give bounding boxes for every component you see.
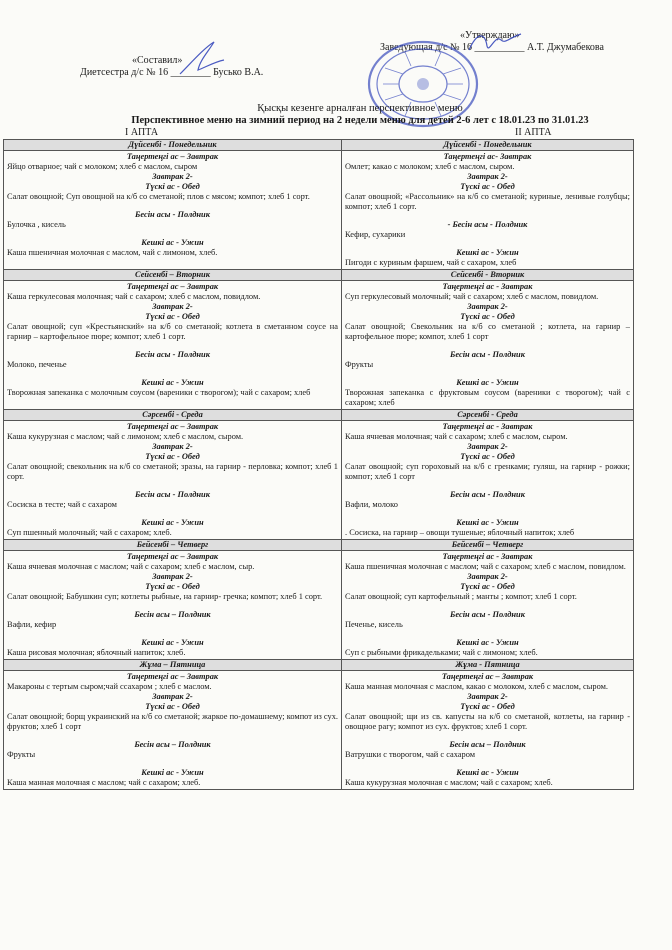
meal-heading: Завтрак 2- bbox=[152, 172, 193, 181]
day-header-row bbox=[4, 270, 634, 281]
meal-items: Каша манная молочная с маслом; чай с сахаром; хлеб. bbox=[7, 778, 201, 787]
compiled-signature bbox=[170, 38, 230, 78]
meal-heading: Завтрак 2- bbox=[152, 572, 193, 581]
meal-items: Суп с рыбными фрикадельками; чай с лимоном; хлеб. bbox=[345, 648, 538, 657]
menu-table bbox=[3, 139, 634, 790]
meal-heading: Завтрак 2- bbox=[467, 172, 508, 181]
approval-signature bbox=[465, 28, 525, 56]
meal-items: Каша геркулесовая молочная; чай с сахаром; хлеб с маслом, повидлом. bbox=[7, 292, 261, 301]
meal-heading: Завтрак 2- bbox=[152, 302, 193, 311]
meal-heading: Бесін асы - Полдник bbox=[450, 350, 525, 359]
meal-spacer bbox=[345, 240, 630, 248]
meal-heading: Түскі ас - Обед bbox=[145, 582, 200, 591]
week1-day-cell bbox=[4, 551, 342, 660]
meal-heading: Таңертеңгі ас – Завтрак bbox=[126, 672, 219, 681]
meal-items: Фрукты bbox=[345, 360, 374, 369]
day-header-row bbox=[4, 140, 634, 151]
meal-spacer bbox=[7, 342, 338, 350]
meal-items: Кефир, сухарики bbox=[345, 230, 406, 239]
meal-heading: Түскі ас - Обед bbox=[145, 182, 200, 191]
meal-items: Омлет; какао с молоком; хлеб с маслом, сыром. bbox=[345, 162, 515, 171]
week1-day-label: Сәрсенбі - Среда bbox=[4, 410, 342, 421]
meal-items: Каша кукурузная с маслом; чай с лимоном; хлеб с маслом, сыром. bbox=[7, 432, 244, 441]
meal-heading: Түскі ас - Обед bbox=[460, 182, 515, 191]
meal-spacer bbox=[345, 482, 630, 490]
day-menu-row bbox=[4, 551, 634, 660]
meal-items: Творожная запеканка с фруктовым соусом (вареники с творогом); чай с сахаром; хлеб bbox=[345, 388, 630, 407]
meal-heading: Бесін асы - Полдник bbox=[135, 210, 210, 219]
meal-heading: Кешкі ас - Ужин bbox=[456, 518, 519, 527]
meal-heading: Кешкі ас - Ужин bbox=[141, 768, 204, 777]
meal-items: Салат овощной; суп гороховый на к/б с гренками; гуляш, на гарнир - рожки; компот; хлеб 1 сорт bbox=[345, 462, 630, 481]
meal-heading: Таңертеңгі ас - Завтрак bbox=[442, 552, 533, 561]
meal-items: Творожная запеканка с молочным соусом (вареники с творогом); чай с сахаром; хлеб bbox=[7, 388, 311, 397]
meal-spacer bbox=[7, 202, 338, 210]
meal-heading: Түскі ас - Обед bbox=[460, 582, 515, 591]
week2-day-label: Сәрсенбі - Среда bbox=[342, 410, 634, 421]
meal-heading: Бесін асы - Полдник bbox=[135, 490, 210, 499]
meal-items: Каша пшеничная молочная с маслом; чай с сахаром; хлеб с маслом, повидлом. bbox=[345, 562, 626, 571]
meal-items: Каша ячневая молочная; чай с сахаром; хлеб с маслом, сыром. bbox=[345, 432, 568, 441]
week1-day-cell bbox=[4, 151, 342, 270]
meal-heading: Бесін асы – Полдник bbox=[134, 740, 211, 749]
title-kazakh: Қысқы кезенге арналған перспективное меню bbox=[257, 103, 463, 114]
week2-day-cell bbox=[342, 151, 634, 270]
week1-day-cell bbox=[4, 281, 342, 410]
week2-day-cell bbox=[342, 551, 634, 660]
meal-heading: Түскі ас - Обед bbox=[145, 702, 200, 711]
day-menu-row bbox=[4, 281, 634, 410]
meal-items: Ватрушки с творогом, чай с сахаром bbox=[345, 750, 476, 759]
week2-day-label: Бейсенбі – Четверг bbox=[342, 540, 634, 551]
meal-heading: Таңертеңгі ас- Завтрак bbox=[443, 152, 532, 161]
meal-heading: Завтрак 2- bbox=[152, 692, 193, 701]
meal-items: Сосиска в тесте; чай с сахаром bbox=[7, 500, 117, 509]
meal-heading: Түскі ас - Обед bbox=[460, 702, 515, 711]
meal-heading: Кешкі ас - Ужин bbox=[141, 238, 204, 247]
meal-items: Каша пшеничная молочная с маслом, чай с лимоном, хлеб. bbox=[7, 248, 218, 257]
meal-spacer bbox=[345, 342, 630, 350]
meal-items: Салат овощной; Свекольник на к/б со сметаной ; котлета, на гарнир – картофельное пюре; компот, хлеб 1 сорт bbox=[345, 322, 630, 341]
meal-heading: Бесін асы – Полдник bbox=[449, 740, 526, 749]
meal-heading: Бесін асы - Полдник bbox=[450, 610, 525, 619]
meal-heading: Бесін асы - Полдник bbox=[450, 490, 525, 499]
approval-title: «Утверждаю» bbox=[460, 30, 520, 41]
meal-items: Салат овощной; «Рассольник» на к/б со сметаной; куриные, ленивые голубцы; компот; хлеб 1 сорт. bbox=[345, 192, 630, 211]
meal-items: Вафли, молоко bbox=[345, 500, 398, 509]
meal-spacer bbox=[7, 630, 338, 638]
compiled-title: «Составил» bbox=[132, 55, 183, 66]
week1-day-label: Бейсенбі – Четверг bbox=[4, 540, 342, 551]
meal-heading: Түскі ас - Обед bbox=[460, 312, 515, 321]
meal-spacer bbox=[345, 630, 630, 638]
meal-items: Салат овощной; Бабушкин суп; котлеты рыбные, на гарнир- гречка; компот; хлеб 1 сорт. bbox=[7, 592, 323, 601]
meal-heading: Завтрак 2- bbox=[467, 442, 508, 451]
meal-heading: Кешкі ас - Ужин bbox=[456, 768, 519, 777]
week1-day-cell bbox=[4, 421, 342, 540]
day-menu-row bbox=[4, 671, 634, 790]
meal-heading: Завтрак 2- bbox=[152, 442, 193, 451]
meal-heading: Завтрак 2- bbox=[467, 572, 508, 581]
meal-spacer bbox=[345, 732, 630, 740]
meal-items: Вафли, кефир bbox=[7, 620, 57, 629]
week2-day-cell bbox=[342, 671, 634, 790]
meal-heading: Завтрак 2- bbox=[467, 302, 508, 311]
day-header-row bbox=[4, 410, 634, 421]
meal-items: Салат овощной; Суп овощной на к/б со сметаной; плов с мясом; компот; хлеб 1 сорт. bbox=[7, 192, 310, 201]
meal-items: . Сосиска, на гарнир – овощи тушеные; яблочный напиток; хлеб bbox=[345, 528, 575, 537]
meal-heading: Таңертеңгі ас – Завтрак bbox=[126, 282, 219, 291]
meal-items: Суп геркулесовый молочный; чай с сахаром; хлеб с маслом, повидлом. bbox=[345, 292, 599, 301]
week1-day-cell bbox=[4, 671, 342, 790]
meal-items: Салат овощной; щи из св. капусты на к/б со сметаной, котлеты, на гарнир - овощное рагу; компот из сух. фруктов; хлеб 1 сорт. bbox=[345, 712, 630, 731]
meal-heading: Түскі ас - Обед bbox=[145, 312, 200, 321]
meal-heading: Таңертеңгі ас - Завтрак bbox=[442, 422, 533, 431]
meal-heading: Таңертеңгі ас – Завтрак bbox=[126, 152, 219, 161]
day-menu-row bbox=[4, 421, 634, 540]
meal-items: Каша рисовая молочная; яблочный напиток; хлеб. bbox=[7, 648, 186, 657]
compiled-line: Диетсестра д/с № 16 ________ Бусько В.А. bbox=[80, 67, 264, 78]
menu-table-body bbox=[4, 140, 634, 790]
week2-day-cell bbox=[342, 421, 634, 540]
meal-heading: Кешкі ас - Ужин bbox=[141, 638, 204, 647]
meal-items: Суп пшенный молочный; чай с сахаром; хлеб. bbox=[7, 528, 172, 537]
meal-items: Салат овощной; суп «Крестьянский» на к/б со сметаной; котлета в сметанном соусе на гарнир – картофельное пюре; компот; хлеб 1 сорт. bbox=[7, 322, 338, 341]
meal-heading: - Бесін асы - Полдник bbox=[447, 220, 528, 229]
meal-heading: Кешкі ас - Ужин bbox=[456, 378, 519, 387]
meal-heading: Кешкі ас - Ужин bbox=[456, 248, 519, 257]
meal-spacer bbox=[7, 370, 338, 378]
meal-items: Булочка , кисель bbox=[7, 220, 66, 229]
meal-heading: Бесін асы – Полдник bbox=[134, 610, 211, 619]
title-russian: Перспективное меню на зимний период на 2 недели меню для детей 2-6 лет с 18.01.23 по 31.01.23 bbox=[131, 115, 589, 126]
meal-items: Салат овощной; борщ украинский на к/б со сметаной; жаркое по-домашнему; компот из сух. фруктов; хлеб 1 сорт bbox=[7, 712, 338, 731]
day-menu-row bbox=[4, 151, 634, 270]
meal-heading: Бесін асы - Полдник bbox=[135, 350, 210, 359]
meal-items: Печенье, кисель bbox=[345, 620, 403, 629]
meal-spacer bbox=[345, 370, 630, 378]
meal-items: Молоко, печенье bbox=[7, 360, 67, 369]
meal-heading: Кешкі ас - Ужин bbox=[456, 638, 519, 647]
meal-spacer bbox=[345, 510, 630, 518]
approval-line: Заведующая д/с № 16 __________ А.Т. Джумабекова bbox=[380, 42, 604, 53]
week1-day-label: Жұма – Пятница bbox=[4, 660, 342, 671]
meal-heading: Түскі ас - Обед bbox=[145, 452, 200, 461]
week2-day-label: Дүйсенбі - Понедельник bbox=[342, 140, 634, 151]
meal-spacer bbox=[7, 760, 338, 768]
week-2-label: II АПТА bbox=[515, 127, 552, 138]
meal-items: Каша кукурузная молочная с маслом; чай с сахаром; хлеб. bbox=[345, 778, 553, 787]
meal-items: Каша манная молочная с маслом, какао с молоком, хлеб с маслом, сыром. bbox=[345, 682, 608, 691]
meal-heading: Таңертеңгі ас – Завтрак bbox=[441, 672, 534, 681]
meal-heading: Таңертеңгі ас – Завтрак bbox=[126, 552, 219, 561]
meal-spacer bbox=[345, 760, 630, 768]
meal-spacer bbox=[7, 732, 338, 740]
meal-heading: Кешкі ас - Ужин bbox=[141, 378, 204, 387]
meal-items: Каша ячневая молочная с маслом; чай с сахаром; хлеб с маслом, сыр. bbox=[7, 562, 255, 571]
meal-items: Салат овощной; суп картофельный ; манты ; компот; хлеб 1 сорт. bbox=[345, 592, 577, 601]
week-1-label: I АПТА bbox=[125, 127, 159, 138]
week2-day-cell bbox=[342, 281, 634, 410]
meal-spacer bbox=[345, 602, 630, 610]
meal-spacer bbox=[345, 212, 630, 220]
week1-day-label: Сейсенбі – Вторник bbox=[4, 270, 342, 281]
meal-items: Фрукты bbox=[7, 750, 36, 759]
week2-day-label: Жұма - Пятница bbox=[342, 660, 634, 671]
meal-heading: Түскі ас - Обед bbox=[460, 452, 515, 461]
document-title bbox=[100, 103, 620, 127]
meal-spacer bbox=[7, 230, 338, 238]
meal-spacer bbox=[7, 482, 338, 490]
meal-heading: Кешкі ас - Ужин bbox=[141, 518, 204, 527]
meal-heading: Таңертеңгі ас – Завтрак bbox=[126, 422, 219, 431]
day-header-row bbox=[4, 540, 634, 551]
meal-spacer bbox=[7, 602, 338, 610]
meal-items: Макароны с тертым сыром;чай ссахаром ; хлеб с маслом. bbox=[7, 682, 212, 691]
meal-heading: Завтрак 2- bbox=[467, 692, 508, 701]
week1-day-label: Дүйсенбі - Понедельник bbox=[4, 140, 342, 151]
meal-spacer bbox=[7, 510, 338, 518]
day-header-row bbox=[4, 660, 634, 671]
meal-heading: Таңертеңгі ас - Завтрак bbox=[442, 282, 533, 291]
meal-items: Пигоди с куриным фаршем, чай с сахаром, хлеб bbox=[345, 258, 517, 267]
meal-items: Салат овощной; свекольник на к/б со сметаной; зразы, на гарнир - перловка; компот; хлеб 1 сорт. bbox=[7, 462, 338, 481]
week2-day-label: Сейсенбі - Вторник bbox=[342, 270, 634, 281]
meal-items: Яйцо отварное; чай с молоком; хлеб с маслом, сыром bbox=[7, 162, 198, 171]
